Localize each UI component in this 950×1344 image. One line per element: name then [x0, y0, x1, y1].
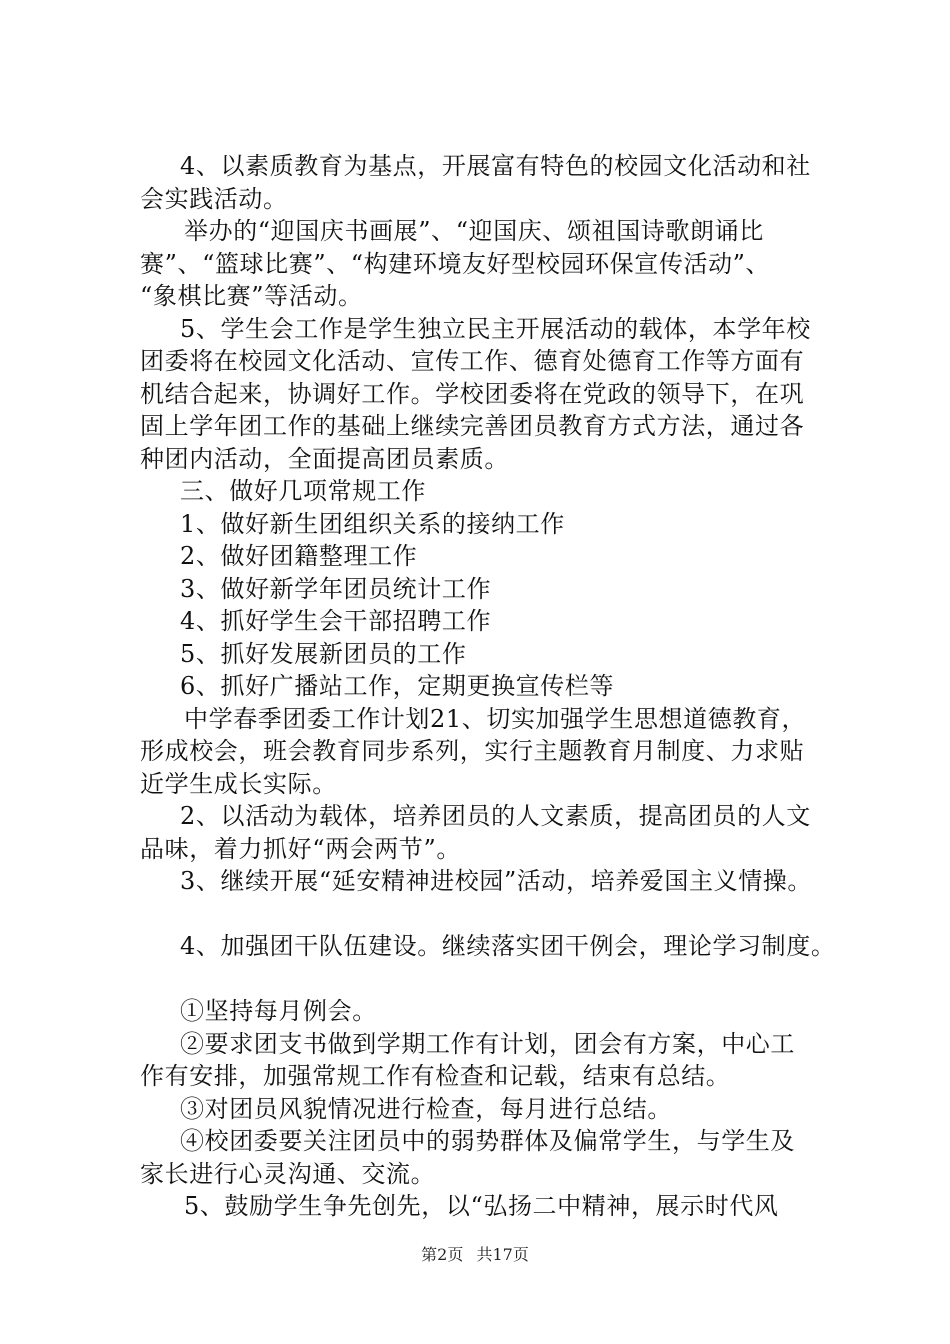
- list-item: ①坚持每月例会。: [180, 997, 377, 1025]
- paragraph-line: 固上学年团工作的基础上继续完善团员教育方式方法，通过各: [140, 412, 805, 440]
- paragraph-line: 赛”、“篮球比赛”、“构建环境友好型校园环保宣传活动”、: [140, 249, 771, 278]
- paragraph-line: 种团内活动，全面提高团员素质。: [140, 444, 509, 473]
- blank-line: [140, 898, 840, 931]
- paragraph-line: 4、以素质教育为基点，开展富有特色的校园文化活动和社: [180, 152, 811, 180]
- page-number: 第2页: [421, 1245, 464, 1264]
- paragraph-line: 中学春季团委工作计划21、切实加强学生思想道德教育，: [184, 704, 807, 733]
- list-item: 3、做好新学年团员统计工作: [180, 574, 492, 603]
- paragraph-line: 机结合起来，协调好工作。学校团委将在党政的领导下，在巩: [140, 379, 805, 408]
- paragraph-line: “象棋比赛”等活动。: [140, 282, 363, 310]
- list-item: 1、做好新生团组织关系的接纳工作: [180, 509, 565, 538]
- paragraph-line: 会实践活动。: [140, 184, 288, 213]
- paragraph-line: 近学生成长实际。: [140, 769, 337, 798]
- paragraph-line: 品味，着力抓好“两会两节”。: [140, 834, 461, 863]
- page-footer: [0, 1244, 950, 1266]
- paragraph-line: 5、学生会工作是学生独立民主开展活动的载体，本学年校: [180, 314, 811, 343]
- list-item: ②要求团支书做到学期工作有计划，团会有方案，中心工: [180, 1029, 795, 1058]
- page-total: 共17页: [476, 1245, 529, 1264]
- list-item: 4、抓好学生会干部招聘工作: [180, 607, 492, 635]
- paragraph-line: 家长进行心灵沟通、交流。: [140, 1159, 436, 1188]
- list-item: 2、做好团籍整理工作: [180, 542, 418, 570]
- paragraph-line: 4、加强团干队伍建设。继续落实团干例会，理论学习制度。: [180, 932, 836, 960]
- paragraph-line: 举办的“迎国庆书画展”、“迎国庆、颂祖国诗歌朗诵比: [184, 217, 764, 245]
- paragraph-line: 团委将在校园文化活动、宣传工作、德育处德育工作等方面有: [140, 347, 805, 375]
- blank-line: [140, 963, 840, 996]
- list-item: 5、抓好发展新团员的工作: [180, 639, 467, 668]
- paragraph-line: 作有安排，加强常规工作有检查和记载，结束有总结。: [140, 1062, 731, 1090]
- paragraph-line: 5、鼓励学生争先创先，以“弘扬二中精神，展示时代风: [184, 1192, 779, 1220]
- paragraph-line: 形成校会，班会教育同步系列，实行主题教育月制度、力求贴: [140, 737, 805, 765]
- list-item: 6、抓好广播站工作，定期更换宣传栏等: [180, 672, 615, 700]
- section-heading: 三、做好几项常规工作: [180, 477, 426, 505]
- paragraph-line: 2、以活动为载体，培养团员的人文素质，提高团员的人文: [180, 802, 811, 830]
- document-body: [140, 150, 840, 1223]
- list-item: ③对团员风貌情况进行检查，每月进行总结。: [180, 1094, 672, 1123]
- list-item: ④校团委要关注团员中的弱势群体及偏常学生，与学生及: [180, 1127, 795, 1155]
- paragraph-line: 3、继续开展“延安精神进校园”活动，培养爱国主义情操。: [180, 867, 813, 895]
